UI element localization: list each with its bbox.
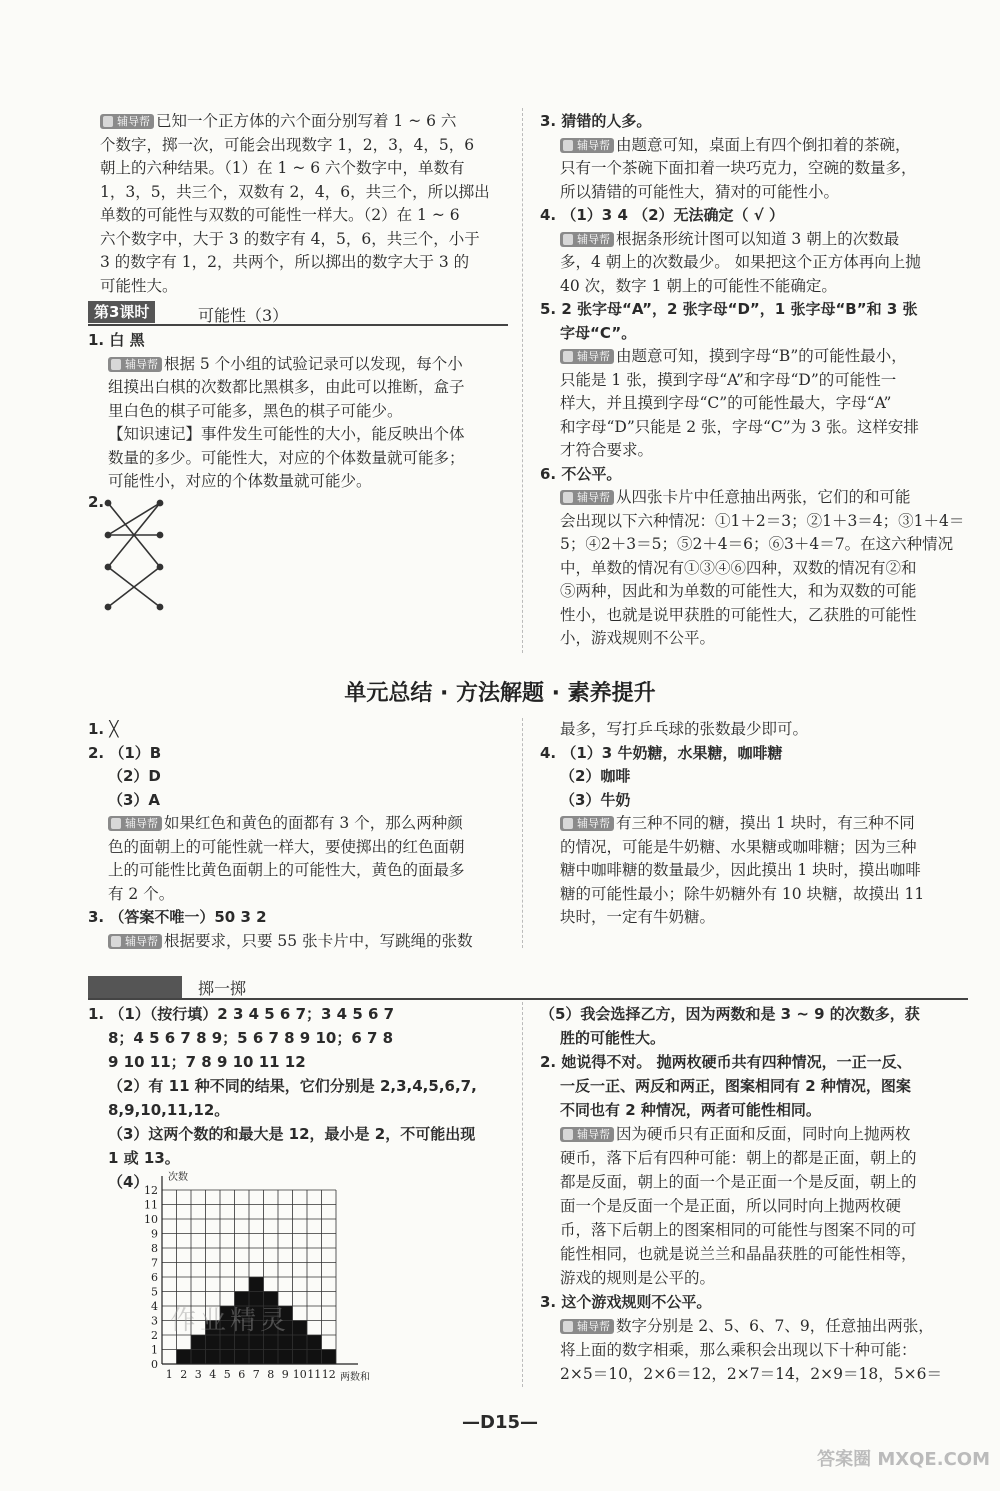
sum-frequency-chart (140, 1164, 410, 1386)
tutor-tag: 辅导帮 (560, 349, 614, 364)
column-divider (522, 1002, 523, 1387)
explain-line: 都是反面，朝上的面一个是正面一个是反面，朝上的 (560, 1173, 917, 1191)
explain-line: ⑤两种，因此和为单数的可能性大，和为双数的可能 (560, 582, 917, 600)
explain-line: 5；④2＋3＝5；⑤2＋4＝6；⑥3＋4＝7。在这六种情况 (560, 535, 954, 553)
explain-line: 面一个是反面一个是正面，所以同时向上抛两枚硬 (560, 1197, 902, 1215)
explain-line: 上的可能性比黄色面朝上的可能性大，黄色的面最多 (108, 861, 465, 879)
explain-line: 糖中咖啡糖的数量最少，因此摸出 1 块时，摸出咖啡 (560, 861, 921, 879)
top-left-column (100, 110, 510, 298)
section-rule (88, 324, 508, 326)
explain-line: 由题意可知，桌面上有四个倒扣着的茶碗， (616, 135, 911, 154)
answer-q1-4-label: （4） (108, 1173, 149, 1191)
x-tick-label: 4 (209, 1368, 217, 1381)
knowledge-line: 【知识速记】事件发生可能性的大小，能反映出个体 (108, 425, 465, 443)
explain-line: 中，单数的情况有①③④⑥四种，双数的情况有②和 (560, 558, 917, 577)
y-tick-label: 5 (151, 1285, 158, 1299)
y-tick-label: 6 (151, 1271, 158, 1284)
explain-line: 样大，并且摸到字母“C”的可能性最大，字母“A” (560, 394, 892, 412)
x-tick-label: 5 (223, 1368, 231, 1381)
tutor-tag: 辅导帮 (108, 357, 162, 372)
explain-line: 色的面朝上的可能性就一样大，要使掷出的红色面朝 (108, 837, 465, 856)
explain-line: 能性相同，也就是说兰兰和晶晶获胜的可能性相等， (560, 1245, 917, 1263)
x-tick-label: 2 (180, 1368, 188, 1381)
corner-logo: 答案圈 MXQE.COM (817, 1449, 990, 1470)
explain-line: 只有一个茶碗下面扣着一块巧克力，空碗的数量多， (560, 159, 917, 177)
column-divider (522, 718, 523, 948)
answer-q4-2: （2）咖啡 (560, 767, 631, 785)
explain-line: 会出现以下六种情况：①1＋2＝3；②1＋3＝4；③1＋4＝ (560, 511, 965, 530)
explain-line: 组摸出白棋的次数都比黑棋多，由此可以推断，盒子 (108, 378, 465, 396)
explain-line: 硬币，落下后有四种可能：朝上的都是正面，朝上的 (560, 1149, 917, 1167)
answer-line: 不同也有 2 种情况，两者可能性相同。 (560, 1101, 821, 1119)
answer-q1: 1. 白 黑 (88, 331, 145, 349)
mid-right-column (540, 718, 970, 930)
explain-line: 的情况，可能是牛奶糖、水果糖或咖啡糖；因为三种 (560, 837, 917, 856)
answer-line: 1. （1）（按行填）2 3 4 5 6 7；3 4 5 6 7 (88, 1005, 395, 1023)
explain-line: 小，游戏规则不公平。 (560, 629, 716, 647)
answer-q5-cont: 字母“C”。 (560, 323, 637, 342)
y-tick-label: 3 (151, 1314, 158, 1328)
explain-line: 有三种不同的糖，摸出 1 块时，有三种不同 (616, 814, 915, 832)
activity-header-box (88, 976, 182, 998)
explain-line: 将上面的数字相乘，那么乘积会出现以下十种可能： (560, 1341, 917, 1359)
explain-line: 可能性大。 (100, 276, 178, 295)
y-tick-label: 9 (151, 1227, 158, 1241)
answer-q5: 5. 2 张字母“A”，2 张字母“D”，1 张字母“B”和 3 张 (540, 300, 918, 318)
explain-line: 由题意可知，摸到字母“B”的可能性最小， (616, 347, 907, 365)
answer-line: 8；4 5 6 7 8 9；5 6 7 8 9 10；6 7 8 (108, 1029, 394, 1047)
x-tick-label: 11 (307, 1368, 322, 1381)
answer-line: 1 或 13。 (108, 1149, 180, 1167)
explain-line: 只能是 1 张，摸到字母“A”和字母“D”的可能性一 (560, 370, 897, 389)
answer-q2-2: （2）D (108, 767, 161, 785)
activity-title: 掷一掷 (198, 979, 247, 998)
x-axis-label: 两数和 (340, 1372, 370, 1383)
explain-line: 性小，也就是说甲获胜的可能性大，乙获胜的可能性 (560, 605, 917, 624)
x-tick-label: 3 (194, 1368, 202, 1381)
answer-q2-1: 2. （1）B (88, 743, 162, 762)
mid-left-column (88, 718, 518, 953)
bottom-right-column (540, 1002, 970, 1386)
x-tick-label: 6 (238, 1368, 246, 1381)
explain-line: 已知一个正方体的六个面分别写着 1 ~ 6 六 (156, 112, 457, 130)
explain-line: 里白色的棋子可能多，黑色的棋子可能少。 (108, 401, 403, 420)
y-axis-label: 次数 (168, 1172, 188, 1183)
x-tick-label: 7 (252, 1368, 260, 1381)
answer-q6: 6. 不公平。 (540, 464, 622, 483)
answer-q4-3: （3）牛奶 (560, 790, 631, 809)
y-tick-label: 8 (151, 1242, 158, 1255)
explain-line: 才符合要求。 (560, 441, 654, 459)
lesson-label-box: 第3课时 (88, 301, 155, 323)
explain-line: 多，4 朝上的次数最少。 如果把这个正方体再向上抛 (560, 253, 921, 271)
tutor-tag: 辅导帮 (560, 1127, 614, 1142)
explain-line: 所以猜错的可能性大，猜对的可能性小。 (560, 182, 840, 201)
tutor-tag: 辅导帮 (560, 816, 614, 831)
section-rule (88, 998, 968, 1000)
explain-line: 个数字，掷一次，可能会出现数字 1，2，3，4，5，6 (100, 135, 475, 154)
explain-line: 朝上的六种结果。（1）在 1 ~ 6 六个数字中，单数有 (100, 159, 465, 177)
y-tick-label: 1 (151, 1343, 158, 1357)
y-tick-label: 2 (151, 1329, 158, 1342)
bar (177, 1350, 192, 1365)
matching-lines-diagram (100, 495, 170, 620)
tutor-tag: 辅导帮 (560, 232, 614, 247)
knowledge-line: 数量的多少。可能性大，对应的个体数量就可能多； (108, 448, 465, 467)
top-right-column (540, 110, 970, 651)
explain-line: 币，落下后朝上的图案相同的可能性与图案不同的可 (560, 1221, 917, 1239)
y-tick-label: 11 (144, 1198, 158, 1212)
answer-line: （3）这两个数的和最大是 12，最小是 2，不可能出现 (108, 1125, 476, 1143)
bar (293, 1321, 308, 1365)
explain-line: 2×5＝10，2×6＝12，2×7＝14，2×9＝18，5×6＝ (560, 1365, 942, 1383)
explain-line: 根据要求，只要 55 张卡片中，写跳绳的张数 (164, 931, 473, 950)
explain-line: 根据条形统计图可以知道 3 朝上的次数最 (616, 229, 900, 248)
answer-q3: 3. 这个游戏规则不公平。 (540, 1293, 712, 1311)
answer-line: 一反一正、两反和两正，图案相同有 2 种情况，图案 (560, 1077, 911, 1095)
x-tick-label: 8 (267, 1368, 275, 1381)
x-tick-label: 1 (165, 1368, 173, 1381)
explain-line: 数字分别是 2、5、6、7、9，任意抽出两张， (616, 1317, 934, 1335)
tutor-tag: 辅导帮 (560, 138, 614, 153)
y-tick-label: 4 (151, 1300, 158, 1313)
explain-line: 最多，写打乒乓球的张数最少即可。 (560, 720, 809, 738)
explain-line: 单数的可能性与双数的可能性一样大。（2）在 1 ~ 6 (100, 206, 460, 224)
explain-line: 六个数字中，大于 3 的数字有 4，5，6，共三个，小于 (100, 229, 480, 248)
answer-q4-1: 4. （1）3 牛奶糖，水果糖，咖啡糖 (540, 743, 783, 762)
answer-q4: 4. （1）3 4 （2）无法确定（ √ ） (540, 206, 785, 224)
explain-line: 1，3，5，共三个，双数有 2，4，6，共三个，所以掷出 (100, 182, 490, 201)
explain-line: 根据 5 个小组的试验记录可以发现，每个小 (164, 354, 463, 373)
lesson-title: 可能性（3） (198, 306, 289, 325)
x-tick-label: 9 (281, 1368, 289, 1381)
x-tick-label: 12 (321, 1368, 336, 1381)
explain-line: 块时，一定有牛奶糖。 (560, 908, 716, 926)
answer-line: （5）我会选择乙方，因为两数和是 3 ~ 9 的次数多，获 (540, 1005, 920, 1023)
tutor-tag: 辅导帮 (560, 1319, 614, 1334)
unit-summary-title: 单元总结 · 方法解题 · 素养提升 (344, 681, 656, 706)
explain-line: 如果红色和黄色的面都有 3 个，那么两种颜 (164, 814, 463, 832)
tutor-tag: 辅导帮 (100, 114, 154, 129)
y-tick-label: 10 (144, 1213, 158, 1226)
explain-line: 因为硬币只有正面和反面，同时向上抛两枚 (616, 1125, 911, 1143)
answer-q3: 3. 猜错的人多。 (540, 112, 652, 130)
answer-q2-3: （3）A (108, 790, 161, 809)
tutor-tag: 辅导帮 (560, 490, 614, 505)
explain-line: 糖的可能性最小；除牛奶糖外有 10 块糖，故摸出 11 (560, 884, 925, 903)
explain-line: 和字母“D”只能是 2 张，字母“C”为 3 张。这样安排 (560, 417, 919, 436)
answer-line: （2）有 11 种不同的结果，它们分别是 2,3,4,5,6,7, (108, 1077, 477, 1095)
y-tick-label: 7 (151, 1256, 158, 1270)
tutor-tag: 辅导帮 (108, 816, 162, 831)
answer-q2: 2. (88, 493, 105, 511)
lesson-answers (88, 329, 513, 494)
watermark: 作业精灵 (170, 1306, 291, 1336)
y-tick-label: 0 (151, 1358, 158, 1371)
answer-line: 9 10 11；7 8 9 10 11 12 (108, 1053, 306, 1071)
bar (322, 1350, 337, 1365)
explain-line: 40 次，数字 1 朝上的可能性不能确定。 (560, 276, 837, 295)
explain-line: 3 的数字有 1，2，共两个，所以掷出的数字大于 3 的 (100, 253, 470, 271)
answer-line: 8,9,10,11,12。 (108, 1101, 230, 1119)
tutor-tag: 辅导帮 (108, 934, 162, 949)
page-number: —D15— (462, 1412, 538, 1433)
column-divider (522, 108, 523, 653)
answer-q3: 3. （答案不唯一）50 3 2 (88, 908, 267, 926)
answer-q1: 1. ╳ (88, 720, 119, 738)
answer-line: 胜的可能性大。 (560, 1029, 666, 1047)
explain-line: 有 2 个。 (108, 884, 175, 903)
explain-line: 从四张卡片中任意抽出两张，它们的和可能 (616, 488, 911, 506)
knowledge-line: 可能性小，对应的个体数量就可能少。 (108, 472, 372, 490)
x-tick-label: 10 (292, 1368, 307, 1381)
y-tick-label: 12 (144, 1184, 158, 1197)
answer-line: 2. 她说得不对。 抛两枚硬币共有四种情况，一正一反、 (540, 1053, 912, 1071)
explain-line: 游戏的规则是公平的。 (560, 1269, 716, 1287)
